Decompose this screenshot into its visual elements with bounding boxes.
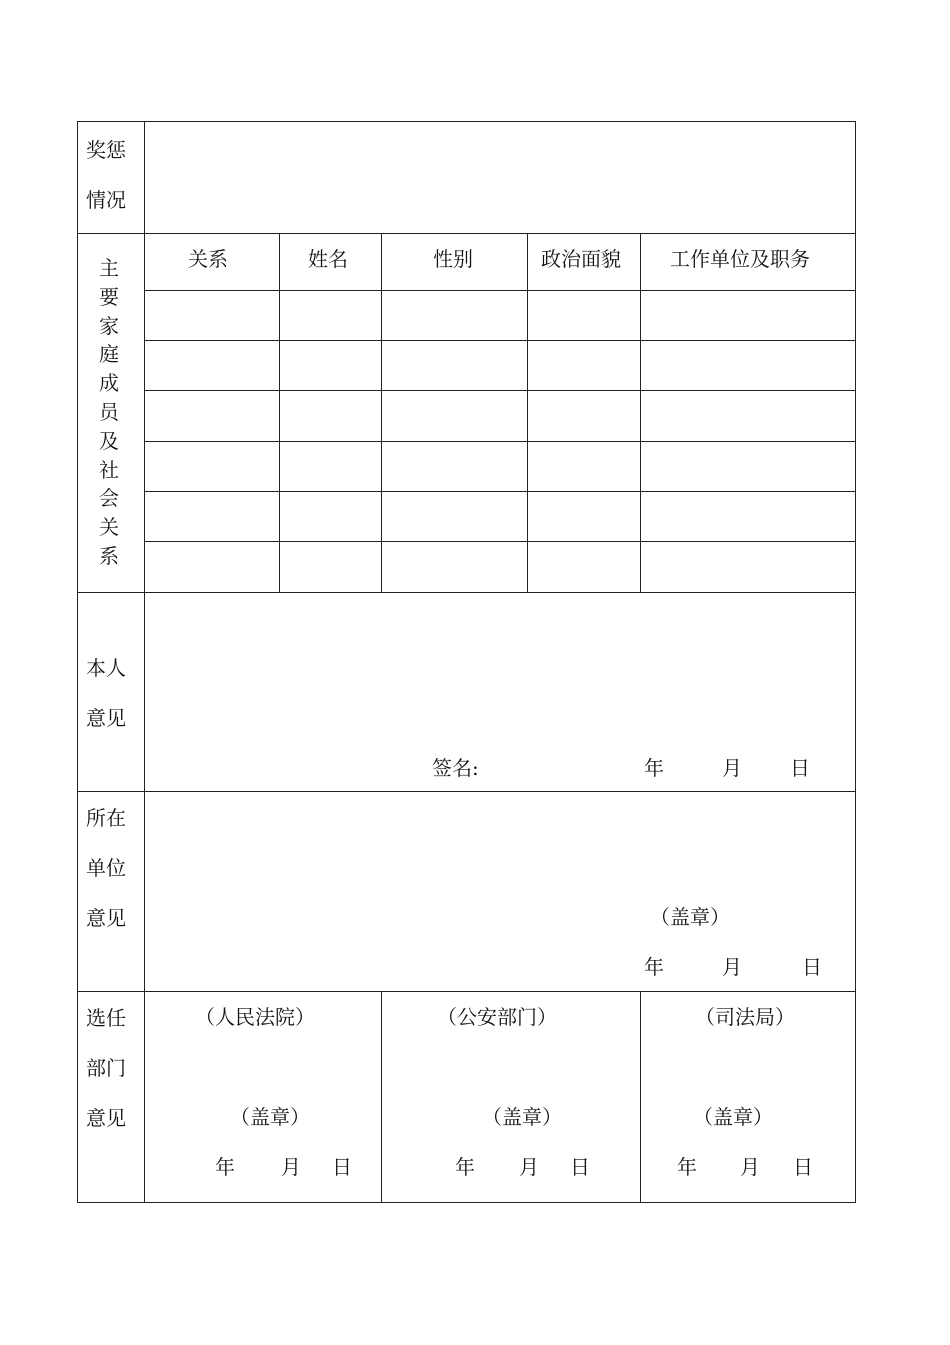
gender-cell[interactable] <box>382 341 527 390</box>
family-label-char: 主 <box>99 256 119 280</box>
political-status-cell[interactable] <box>528 291 640 340</box>
family-label-char: 家 <box>99 313 119 338</box>
court-month-label: 月 <box>281 1155 301 1179</box>
work-unit-cell[interactable] <box>641 542 854 591</box>
name-cell[interactable] <box>280 341 381 390</box>
selection-label-2: 部门 <box>86 1056 126 1080</box>
unit-opinion-label-1: 所在 <box>86 806 126 830</box>
political-status-cell[interactable] <box>528 341 640 390</box>
section-divider <box>77 991 856 992</box>
signature-field[interactable] <box>485 752 635 782</box>
name-cell[interactable] <box>280 442 381 491</box>
police-seal-label: （盖章） <box>482 1105 562 1129</box>
gender-cell[interactable] <box>382 291 527 340</box>
header-relation: 关系 <box>188 247 228 271</box>
political-status-cell[interactable] <box>528 442 640 491</box>
self-day-label: 日 <box>790 756 810 780</box>
gender-cell[interactable] <box>382 542 527 591</box>
family-label-char: 社 <box>99 457 119 482</box>
relation-cell[interactable] <box>145 291 279 340</box>
court-opinion-area[interactable] <box>145 1035 381 1100</box>
political-status-cell[interactable] <box>528 492 640 541</box>
selection-label-3: 意见 <box>86 1106 126 1130</box>
relation-cell[interactable] <box>145 391 279 441</box>
work-unit-cell[interactable] <box>641 492 854 541</box>
gender-cell[interactable] <box>382 442 527 491</box>
justice-year-label: 年 <box>677 1155 697 1179</box>
family-label-char: 要 <box>99 284 119 309</box>
court-seal-label: （盖章） <box>230 1105 310 1129</box>
justice-month-label: 月 <box>740 1155 760 1179</box>
gender-cell[interactable] <box>382 391 527 441</box>
border-left <box>77 121 78 1203</box>
unit-opinion-input-area[interactable] <box>145 792 855 897</box>
police-dept-name: （公安部门） <box>437 1005 557 1029</box>
political-status-cell[interactable] <box>528 391 640 441</box>
justice-day-label: 日 <box>793 1155 813 1179</box>
justice-seal-label: （盖章） <box>693 1105 773 1129</box>
self-opinion-label-1: 本人 <box>86 656 126 680</box>
court-dept-name: （人民法院） <box>195 1005 315 1029</box>
section-divider <box>77 233 856 234</box>
relation-cell[interactable] <box>145 341 279 390</box>
rewards-label-2: 情况 <box>86 188 126 212</box>
police-month-label: 月 <box>519 1155 539 1179</box>
work-unit-cell[interactable] <box>641 442 854 491</box>
family-label-char: 及 <box>99 428 119 453</box>
border-bottom <box>77 1202 856 1203</box>
header-name: 姓名 <box>308 247 348 271</box>
family-label-char: 关 <box>99 515 119 540</box>
header-political-status: 政治面貌 <box>541 247 621 271</box>
relation-cell[interactable] <box>145 442 279 491</box>
name-cell[interactable] <box>280 492 381 541</box>
relation-cell[interactable] <box>145 492 279 541</box>
header-gender: 性别 <box>433 247 473 271</box>
family-label-char: 庭 <box>99 342 119 367</box>
signature-label: 签名: <box>432 756 479 780</box>
name-cell[interactable] <box>280 542 381 591</box>
self-month-label: 月 <box>722 756 742 780</box>
self-opinion-input-area[interactable] <box>145 593 855 743</box>
name-cell[interactable] <box>280 391 381 441</box>
justice-dept-name: （司法局） <box>695 1005 795 1029</box>
family-label-char: 系 <box>99 543 119 568</box>
police-year-label: 年 <box>455 1155 475 1179</box>
political-status-cell[interactable] <box>528 542 640 591</box>
selection-label-1: 选任 <box>86 1006 126 1030</box>
family-label-char: 成 <box>99 371 119 396</box>
police-day-label: 日 <box>570 1155 590 1179</box>
court-day-label: 日 <box>332 1155 352 1179</box>
unit-year-label: 年 <box>644 955 664 979</box>
work-unit-cell[interactable] <box>641 391 854 441</box>
gender-cell[interactable] <box>382 492 527 541</box>
self-year-label: 年 <box>644 756 664 780</box>
rewards-input-area[interactable] <box>145 122 855 233</box>
self-opinion-label-2: 意见 <box>86 706 126 730</box>
header-work-unit: 工作单位及职务 <box>670 247 810 271</box>
unit-day-label: 日 <box>802 955 822 979</box>
relation-cell[interactable] <box>145 542 279 591</box>
family-label-char: 员 <box>99 399 119 424</box>
justice-opinion-area[interactable] <box>641 1035 855 1100</box>
work-unit-cell[interactable] <box>641 291 854 340</box>
unit-seal-label: （盖章） <box>650 905 730 929</box>
unit-month-label: 月 <box>722 955 742 979</box>
police-opinion-area[interactable] <box>382 1035 640 1100</box>
unit-opinion-label-2: 单位 <box>86 856 126 880</box>
work-unit-cell[interactable] <box>641 341 854 390</box>
unit-opinion-label-3: 意见 <box>86 906 126 930</box>
border-right <box>855 121 856 1203</box>
rewards-label-1: 奖惩 <box>86 138 126 162</box>
court-year-label: 年 <box>215 1155 235 1179</box>
family-label-vertical <box>97 254 121 571</box>
family-label-char: 会 <box>99 486 119 511</box>
name-cell[interactable] <box>280 291 381 340</box>
